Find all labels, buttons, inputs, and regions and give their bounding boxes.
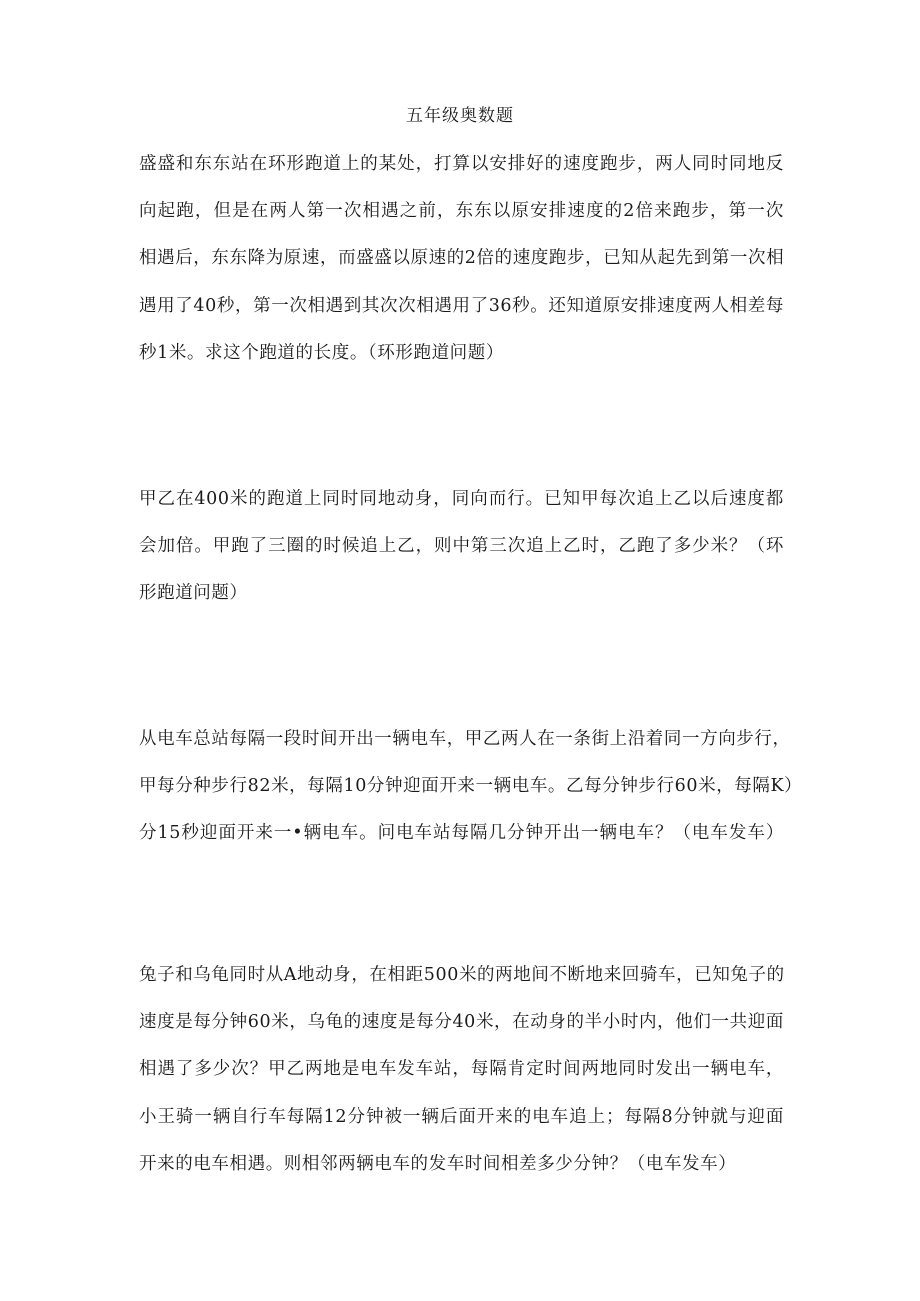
problem-line: 相遇了多少次？甲乙两地是电车发车站，每隔肯定时间两地同时发出一辆电车，: [139, 1059, 784, 1080]
problem-1: [139, 141, 784, 377]
problem-line: 盛盛和东东站在环形跑道上的某处，打算以安排好的速度跑步，两人同时同地反: [139, 154, 784, 174]
problem-line: 相遇后，东东降为原速，而盛盛以原速的2倍的速度跑步，已知从起先到第一次相: [139, 248, 785, 269]
document-title: 五年级奥数题: [406, 106, 514, 126]
problem-line: 遇用了40秒，第一次相遇到其次次相遇用了36秒。还知道原安排速度两人相差每: [139, 295, 784, 316]
problem-line: 会加倍。甲跑了三圈的时候追上乙，则中第三次追上乙时，乙跑了多少米？（环: [139, 536, 784, 557]
problem-line: 形跑道问题）: [139, 583, 248, 604]
problem-2: [139, 476, 784, 618]
problem-3: [139, 716, 803, 858]
problem-line: 向起跑，但是在两人第一次相遇之前，东东以原安排速度的2倍来跑步，第一次: [139, 201, 784, 222]
problem-line: 兔子和乌龟同时从A地动身，在相距500米的两地间不断地来回骑车，已知兔子的: [139, 965, 785, 985]
problem-line: 从电车总站每隔一段时间开出一辆电车，甲乙两人在一条街上沿着同一方向步行，: [139, 729, 791, 749]
problem-line: 甲每分种步行82米，每隔10分钟迎面开来一辆电车。乙每分钟步行60米，每隔K）: [139, 776, 803, 797]
problem-4: [139, 952, 784, 1188]
problem-line: 甲乙在400米的跑道上同时同地动身，同向而行。已知甲每次追上乙以后速度都: [139, 489, 784, 509]
problem-line: 秒1米。求这个跑道的长度。（环形跑道问题）: [139, 342, 504, 363]
problem-line: 开来的电车相遇。则相邻两辆电车的发车时间相差多少分钟？（电车发车）: [139, 1153, 737, 1174]
problem-line: 小王骑一辆自行车每隔12分钟被一辆后面开来的电车追上；每隔8分钟就与迎面: [139, 1106, 784, 1127]
problem-line: 速度是每分钟60米，乌龟的速度是每分40米，在动身的半小时内，他们一共迎面: [139, 1012, 784, 1033]
problem-line: 分15秒迎面开来一•辆电车。问电车站每隔几分钟开出一辆电车？（电车发车）: [139, 823, 784, 844]
